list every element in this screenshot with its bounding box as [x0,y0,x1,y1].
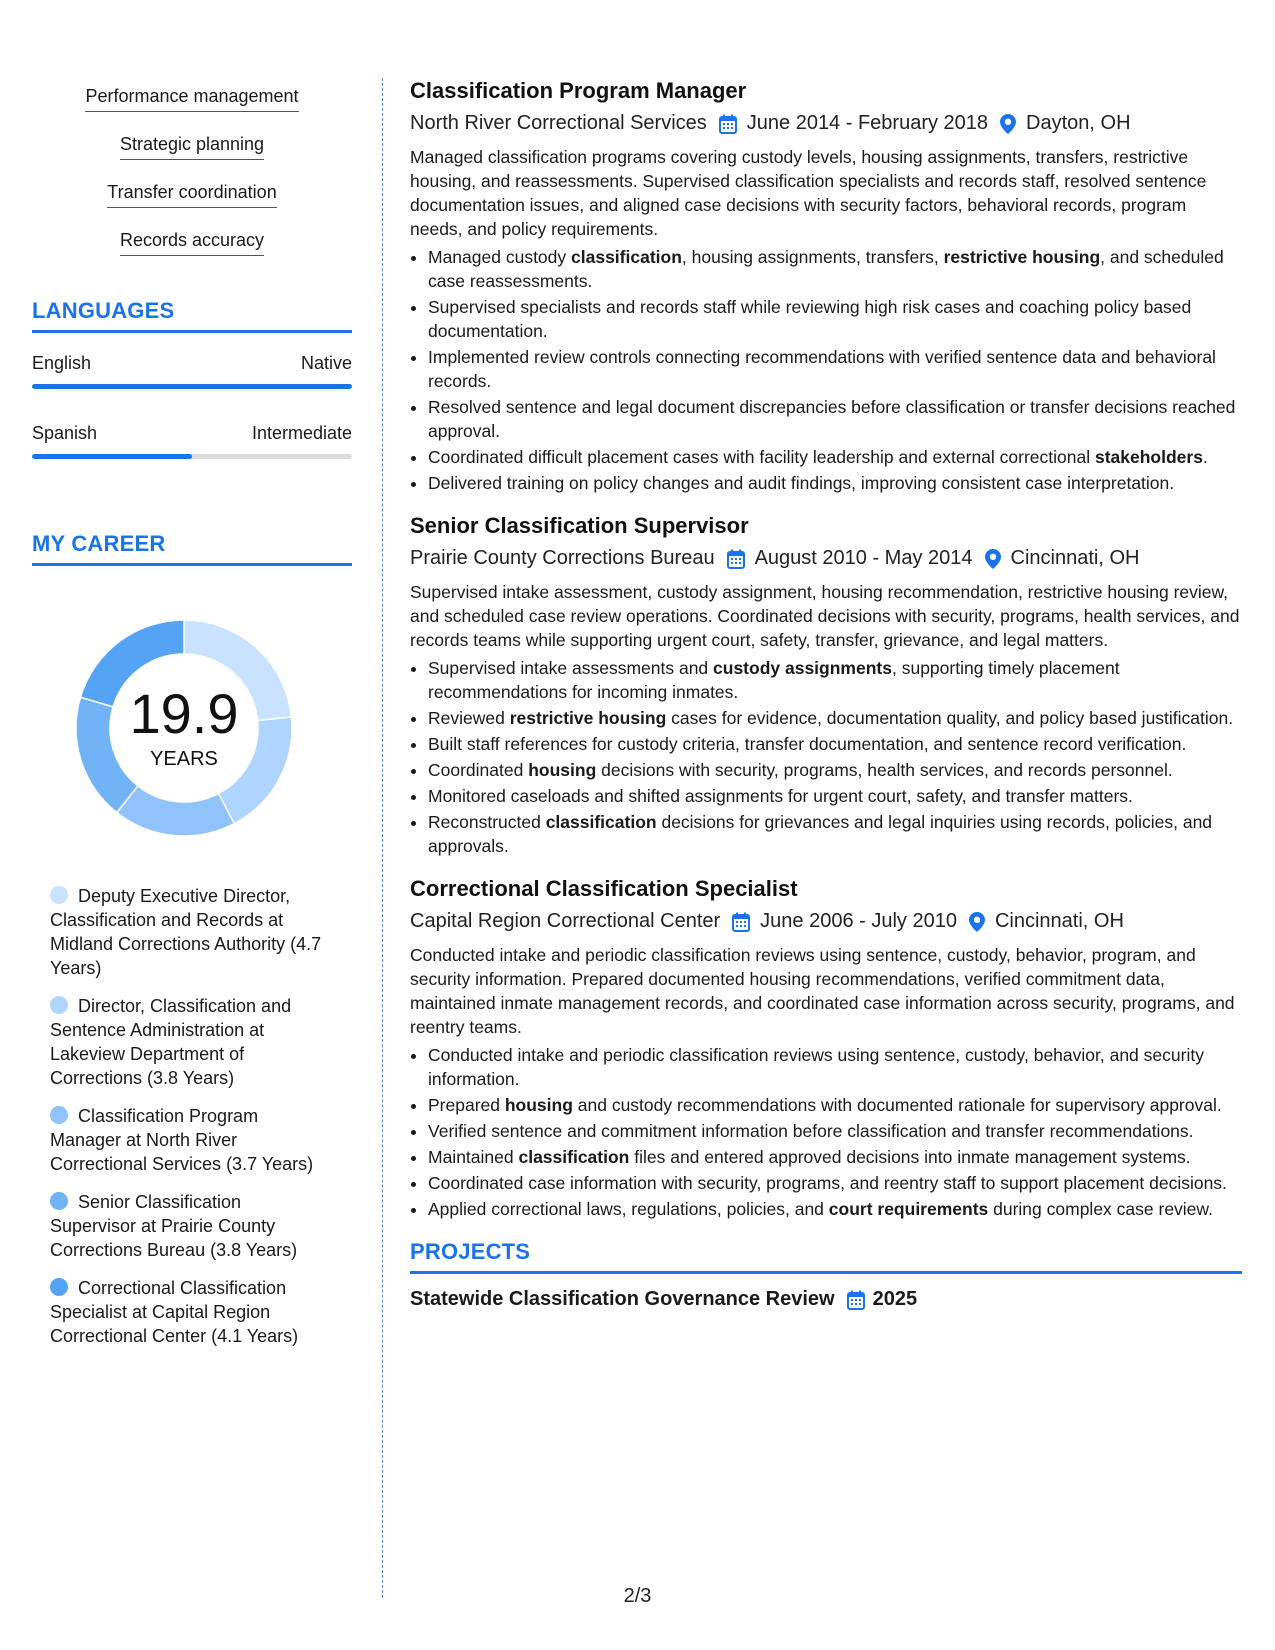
skill-item: Records accuracy [120,230,264,256]
language-level-fill [32,384,352,389]
calendar-icon [727,549,745,569]
bullet-text: decisions for grievances and legal inquiries using records, policies, and approvals. [428,812,1213,856]
experience-list [410,78,1242,1221]
legend-text: Director, Classification and Sentence Administration at Lakeview Department of Corrections (3.8 Years) [50,996,292,1088]
language-spanish [32,423,352,459]
bullet-text: files and entered approved decisions into inmate management systems. [629,1147,1191,1167]
bullet-keyword: custody assignments [713,658,892,678]
skill-item: Performance management [85,86,298,112]
job-bullets [410,1043,1242,1221]
skills-list [32,78,352,270]
job-company: Prairie County Corrections Bureau [410,547,715,569]
career-donut-chart [64,608,304,848]
job-company: North River Correctional Services [410,112,707,134]
language-level-fill [32,454,192,459]
job-summary: Managed classification programs covering custody levels, housing assignments, transfers, restrictive housing, and reassessments. Supervised classification specialists and records staff, resolved sentence documentation issues, and aligned case decisions with security factors, behavioral records, program needs, and policy requirements. [410,147,1207,239]
job-meta [410,910,1242,933]
career-legend-item [50,884,330,980]
job-bullet [428,784,1242,808]
career-legend-item [50,1190,330,1262]
languages-heading: LANGUAGES [32,298,352,333]
language-name: Spanish [32,423,98,443]
job-location: Cincinnati, OH [994,910,1124,932]
bullet-keyword: classification [571,247,682,267]
bullet-text: Supervised intake assessments and [428,658,714,678]
bullet-text: Implemented review controls connecting recommendations with verified sentence data and behavioral records. [428,347,1216,391]
job-meta [410,547,1242,570]
location-pin-icon [969,912,985,932]
bullet-text: , and scheduled case reassessments. [428,247,1224,291]
job-bullet [428,1197,1242,1221]
career-total-unit: YEARS [150,747,218,770]
legend-dot [50,1192,68,1210]
legend-dot [50,1278,68,1296]
skill-item: Strategic planning [120,134,264,160]
location-pin-icon [1000,114,1016,134]
location-pin-icon [985,549,1001,569]
project-item [410,1288,1242,1311]
language-name: English [32,353,92,373]
bullet-keyword: classification [545,812,657,832]
main-content [410,78,1242,1311]
job-bullet [428,1043,1242,1091]
bullet-text: Managed custody [428,247,572,267]
job-entry [410,513,1242,858]
job-location: Cincinnati, OH [1010,547,1140,569]
projects-heading: PROJECTS [410,1239,1242,1274]
job-company: Capital Region Correctional Center [410,910,721,932]
job-summary: Conducted intake and periodic classification reviews using sentence, custody, behavior, program, and security information. Prepared documented housing recommendations, verified commitment data, maintained inmate management records, and coordinated case information across security, programs, and reentry teams. [410,945,1235,1037]
job-bullet [428,295,1242,343]
bullet-text: Reviewed [428,708,510,728]
language-level: Native [300,353,352,373]
bullet-text: Coordinated case information with security, programs, and reentry staff to support placement decisions. [428,1173,1227,1193]
job-bullet [428,471,1242,495]
legend-dot [50,1106,68,1124]
bullet-keyword: classification [518,1147,630,1167]
language-level-bar [32,384,352,389]
bullet-text: Built staff references for custody criteria, transfer documentation, and sentence record verification. [428,734,1187,754]
bullet-keyword: housing [528,760,597,780]
project-title: Statewide Classification Governance Review [410,1288,835,1310]
job-bullet [428,245,1242,293]
job-bullet [428,1119,1242,1143]
job-bullet [428,1145,1242,1169]
calendar-icon [719,114,737,134]
job-bullet [428,758,1242,782]
job-title: Classification Program Manager [410,78,747,103]
job-bullet [428,1093,1242,1117]
legend-text: Deputy Executive Director, Classification and Records at Midland Corrections Authority (4.7 Years) [50,886,322,978]
job-bullet [428,656,1242,704]
bullet-keyword: restrictive housing [509,708,667,728]
job-bullet [428,732,1242,756]
bullet-keyword: court requirements [828,1199,989,1219]
job-bullet [428,810,1242,858]
language-english [32,353,352,389]
job-dates: August 2010 - May 2014 [754,547,973,569]
bullet-keyword: stakeholders [1094,447,1203,467]
bullet-text: Coordinated [428,760,529,780]
job-title: Correctional Classification Specialist [410,876,798,901]
bullet-text: Resolved sentence and legal document discrepancies before classification or transfer decisions reached approval. [428,397,1236,441]
legend-text: Classification Program Manager at North River Correctional Services (3.7 Years) [50,1106,314,1174]
career-heading: MY CAREER [32,531,352,566]
career-legend [50,884,330,1348]
job-bullet [428,445,1242,469]
bullet-text: cases for evidence, documentation quality, and policy based justification. [666,708,1234,728]
bullet-text: Applied correctional laws, regulations, policies, and [428,1199,829,1219]
job-entry [410,876,1242,1221]
project-year: 2025 [872,1288,918,1310]
job-dates: June 2006 - July 2010 [760,910,957,932]
job-bullet [428,1171,1242,1195]
job-entry [410,78,1242,495]
legend-dot [50,996,68,1014]
bullet-text: Prepared [428,1095,505,1115]
job-title: Senior Classification Supervisor [410,513,749,538]
career-legend-item [50,994,330,1090]
job-dates: June 2014 - February 2018 [746,112,989,134]
bullet-text: during complex case review. [988,1199,1213,1219]
legend-dot [50,886,68,904]
column-divider [382,78,383,1598]
bullet-keyword: housing [504,1095,573,1115]
career-legend-item [50,1276,330,1348]
bullet-text: . [1202,447,1208,467]
job-summary: Supervised intake assessment, custody assignment, housing recommendation, restrictive housing review, and scheduled case review operations. Coordinated decisions with security, programs, health services, and records teams while supporting urgent court, safety, transfer, grievance, and legal matters. [410,582,1240,650]
bullet-text: Supervised specialists and records staff while reviewing high risk cases and coaching policy based documentation. [428,297,1192,341]
career-total-years: 19.9 [129,681,239,745]
bullet-text: Reconstructed [428,812,546,832]
bullet-text: , housing assignments, transfers, [681,247,944,267]
job-bullets [410,656,1242,858]
calendar-icon [847,1290,865,1310]
bullet-text: Conducted intake and periodic classification reviews using sentence, custody, behavior, and security information. [428,1045,1204,1089]
page-number: 2/3 [623,1585,652,1607]
legend-text: Senior Classification Supervisor at Prairie County Corrections Bureau (3.8 Years) [50,1192,298,1260]
job-bullet [428,395,1242,443]
bullet-text: and custody recommendations with documented rationale for supervisory approval. [572,1095,1222,1115]
bullet-text: decisions with security, programs, health services, and records personnel. [596,760,1173,780]
job-location: Dayton, OH [1026,112,1131,134]
calendar-icon [732,912,750,932]
bullet-text: Verified sentence and commitment information before classification and transfer recommendations. [428,1121,1194,1141]
bullet-keyword: restrictive housing [943,247,1101,267]
bullet-text: , supporting timely placement recommendations for incoming inmates. [428,658,1120,702]
career-legend-item [50,1104,330,1176]
legend-text: Correctional Classification Specialist at Capital Region Correctional Center (4.1 Years) [50,1278,299,1346]
job-meta [410,112,1242,135]
bullet-text: Delivered training on policy changes and audit findings, improving consistent case interpretation. [428,473,1175,493]
job-bullet [428,706,1242,730]
skill-item: Transfer coordination [107,182,276,208]
bullet-text: Coordinated difficult placement cases with facility leadership and external correctional [428,447,1095,467]
job-bullet [428,345,1242,393]
job-bullets [410,245,1242,495]
bullet-text: Monitored caseloads and shifted assignments for urgent court, safety, and transfer matters. [428,786,1133,806]
sidebar [32,78,352,1362]
language-level: Intermediate [251,423,352,443]
language-level-bar [32,454,352,459]
bullet-text: Maintained [428,1147,519,1167]
